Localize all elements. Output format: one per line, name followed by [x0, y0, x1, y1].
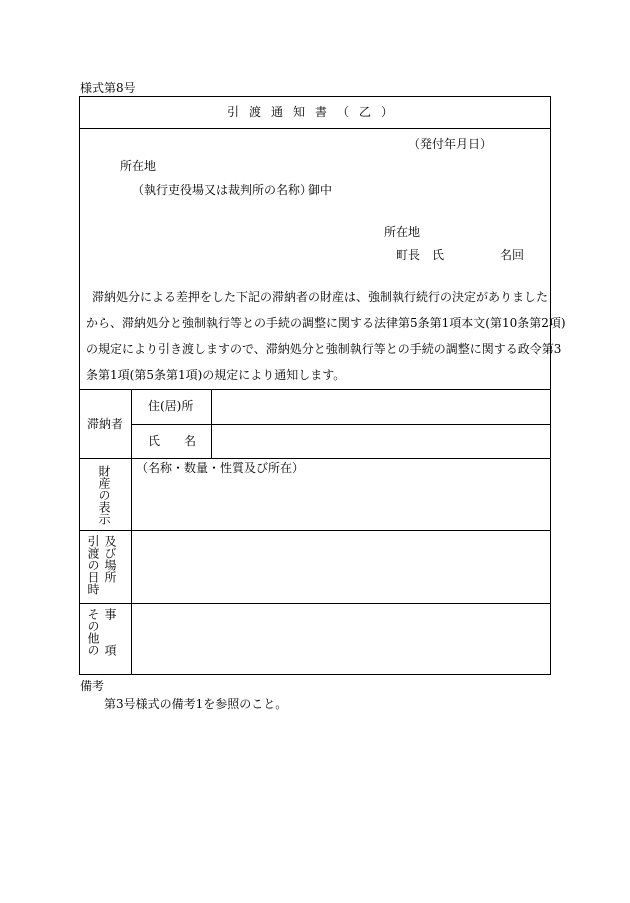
other-label-col1: その他の [86, 608, 100, 656]
delivery-label-col1: 引渡の日時 [86, 535, 100, 595]
body-line: 条第1項(第5条第1項)の規定により通知します。 [86, 368, 346, 382]
property-divider [79, 530, 551, 531]
document-title: 引渡通知書（乙） [226, 105, 403, 119]
notes-text: 第3号様式の備考1を参照のこと。 [104, 697, 288, 711]
title-divider [79, 128, 551, 129]
sender-mayor-label: 町長 氏 [396, 248, 445, 262]
property-hint: （名称・数量・性質及び所在） [136, 461, 305, 475]
other-label-col2: 事項 [103, 608, 117, 680]
sender-location-label: 所在地 [384, 225, 421, 239]
delivery-divider [79, 603, 551, 604]
body-line: 滞納処分による差押をした下記の滞納者の財産は、強制執行続行の決定がありました [92, 290, 549, 304]
label-column-divider [131, 389, 132, 675]
addressee-office-name: （執行吏役場又は裁判所の名称） [132, 183, 313, 197]
notes-title: 備考 [80, 679, 105, 693]
address-label: 住(居)所 [148, 399, 194, 413]
delinquent-sub-divider [211, 389, 212, 458]
name-divider [79, 458, 551, 459]
delinquent-label: 滞納者 [87, 417, 124, 431]
addressee-honorific: 御中 [308, 183, 333, 197]
property-label: 財産の表示 [97, 465, 111, 525]
body-line: の規定により引き渡しますので、滞納処分と強制執行等との手続の調整に関する政令第3 [86, 342, 562, 356]
form-number: 様式第8号 [80, 81, 136, 95]
body-line: から、滞納処分と強制執行等との手続の調整に関する法律第5条第1項本文(第10条第2項) [86, 316, 566, 330]
issue-date: （発付年月日） [408, 137, 493, 151]
sender-name-seal: 名回 [500, 248, 525, 262]
addressee-location-label: 所在地 [120, 159, 157, 173]
notice-body [86, 284, 566, 388]
delivery-label-col2: 及び場所 [103, 535, 117, 583]
address-divider [131, 424, 551, 425]
body-divider [79, 389, 551, 390]
name-label: 氏 名 [148, 434, 197, 448]
